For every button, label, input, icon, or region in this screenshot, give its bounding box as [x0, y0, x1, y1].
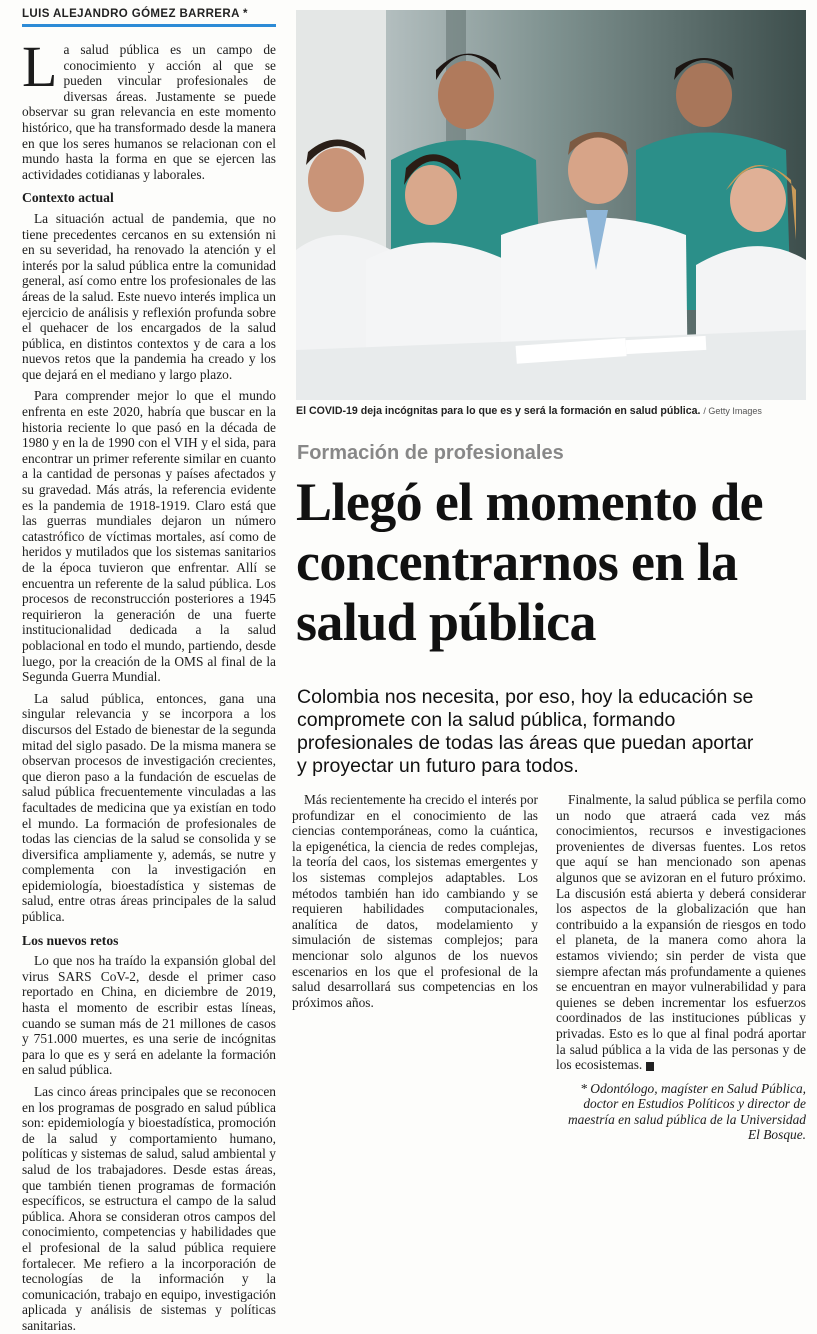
section-heading-context: Contexto actual — [22, 190, 114, 206]
caption-text: El COVID-19 deja incógnitas para lo que es y será la formación en salud pública. — [296, 405, 701, 417]
drop-cap: L — [22, 34, 58, 99]
doctors-photo-illustration — [296, 10, 806, 400]
article-column-1 — [22, 34, 276, 1333]
end-mark-icon — [646, 1062, 654, 1071]
closing-paragraph: Finalmente, la salud pública se perfila como un nodo que atraerá cada vez más conocimientos, recursos e investigaciones provenientes de diversas fuentes. Los retos que aquí se han mencionado son apenas algunos que se avizoran en el futuro próximo. La discusión está abierta y deberá considerar los aspectos de la globalización que han contribuido a la expansión de riesgos en todo el planeta, de la manera como ahora la estamos viviendo; sin perder de vista que siempre afectan más profundamente a quienes se encuentran en mayor vulnerabilidad y para quienes se deben incrementar los esfuerzos coordinados de las instituciones públicas y privadas. Esto es lo que al final podrá aportar la salud pública a la vida de las personas y de los ecosistemas. — [556, 792, 806, 1073]
paragraph: Más recientemente ha crecido el interés por profundizar en el conocimiento de las ciencias contemporáneas, como la cuántica, la epigenética, la ciencia de redes complejas, la teoría del caos, los sistemas emergentes y los sistemas complejos adaptables. Los métodos también han ido cambiando y se requieren habilidades computacionales, analítica de datos, modelamiento y simulación de sistemas complejos; para mencionar solo algunos de los nuevos escenarios en los que el profesional de la salud desarrollará sus competencias en los próximos años. — [292, 792, 538, 1010]
paragraph: La situación actual de pandemia, que no tiene precedentes cercanos en su extensión ni en su severidad, ha renovado la atención y el interés por la salud pública entre la comunidad general, así como entre los profesionales de las áreas de la salud. Este nuevo interés implica un ejercicio de análisis y reflexión profunda sobre el quehacer de los encargados de la salud pública, en distintos contextos y de cara a los nuevos retos que la pandemia ha creado y los que dejará en el mediano y largo plazo. — [22, 210, 276, 382]
paragraph: Las cinco áreas principales que se reconocen en los programas de posgrado en salud pública son: epidemiología y bioestadística, promoción de la salud y comportamiento humano, políticas y sistemas de salud, salud ambiental y salud de los trabajadores. Desde estas áreas, que también tienen programas de formación específicos, se estructura el campo de la salud pública. Ahora se consideran otros campos del conocimiento, competencias y habilidades que el profesional de la salud pública requiere fortalecer. Me refiero a la incorporación de tecnologías de la información y la comunicación, trabajo en equipo, investigación aplicada y análisis de sistemas y políticas sanitarias. — [22, 1084, 276, 1333]
intro-paragraph — [22, 34, 276, 182]
author-footnote: * Odontólogo, magíster en Salud Pública, doctor en Estudios Políticos y director de maestría en salud pública de la Universidad El Bosque. — [567, 1080, 806, 1143]
subheadline: Colombia nos necesita, por eso, hoy la educación se compromete con la salud pública, formando profesionales de todas las áreas que puedan aportar y proyectar un futuro para todos. — [297, 686, 754, 777]
section-heading-challenges: Los nuevos retos — [22, 932, 119, 948]
kicker: Formación de profesionales — [297, 442, 564, 464]
headline: Llegó el momento de concentrarnos en la salud pública — [296, 472, 764, 652]
paragraph: Para comprender mejor lo que el mundo enfrenta en este 2020, habría que buscar en la historia reciente lo que pasó en la década de 1980 y en la de 1990 con el VIH y el sida, para encontrar un primer referente similar en cuanto a la cantidad de personas y países afectados y su gravedad. Más atrás, la referencia evidente es la pandemia de 1918-1919. Claro está que las guerras mundiales dejaron un número catastrófico de víctimas mortales, así como de heridos y mutilados que los sistemas sanitarios de la época tuvieron que enfrentar. Allí se encuentra un referente de la salud pública. Los procesos de reconstrucción posteriores a 1945 requirieron la generación de una fuerte institucionalidad dedicada a la salud poblacional en todo el mundo, partiendo, desde luego, por la creación de la OMS al final de la Segunda Guerra Mundial. — [22, 388, 276, 685]
photo-caption — [296, 405, 806, 417]
paragraph: Lo que nos ha traído la expansión global del virus SARS CoV-2, desde el primer caso reportado en China, en diciembre de 2019, hasta el momento de escribir estas líneas, cuando se suman más de 21 millones de casos y 751.000 muertes, es una serie de incógnitas para lo que es y será en adelante la formación en salud pública. — [22, 953, 276, 1078]
article-column-3 — [556, 792, 806, 1212]
paragraph: La salud pública, entonces, gana una singular relevancia y se incorpora a los discursos del Estado de bienestar de la segunda mitad del siglo pasado. De la misma manera se observan procesos de investigación crecientes, que dieron paso a la fundación de escuelas de salud pública frecuentemente vinculadas a las facultades de medicina que ya existían en todo el mundo. La formación de profesionales de todas las ciencias de la salud se consolida y se diversifica ampliamente y, además, se nutre y complementa con la investigación en epidemiología, bioestadística y sistemas de salud, entre otras áreas principales de la salud pública. — [22, 690, 276, 925]
photo-credit: / Getty Images — [703, 406, 762, 416]
intro-text: a salud pública es un campo de conocimiento y acción al que se pueden vincular profesionales de diversas áreas. Justamente se puede observar su gran relevancia en este momento histórico, que ha transformado desde la manera en que los seres humanos se relacionan con el mundo hasta la forma en que se ejercen las actividades cotidianas y laborales. — [22, 42, 276, 182]
paragraph — [556, 792, 806, 1073]
article-column-2 — [292, 792, 538, 1212]
author-byline: LUIS ALEJANDRO GÓMEZ BARRERA * — [22, 8, 276, 27]
article-photo — [296, 10, 806, 400]
